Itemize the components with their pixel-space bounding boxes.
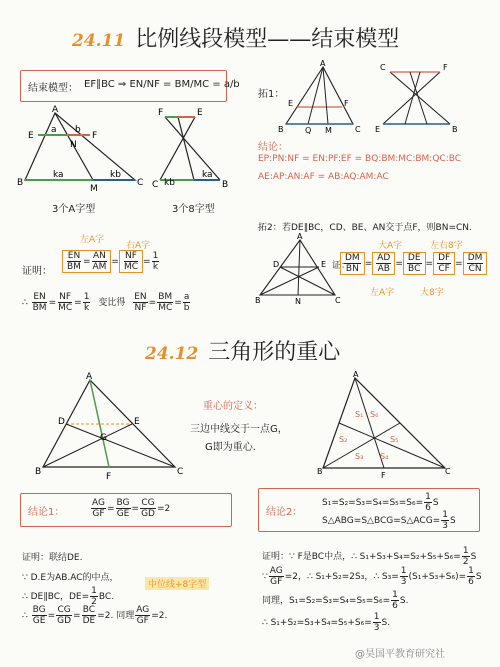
svg-text:F: F [344, 99, 349, 108]
svg-text:B: B [222, 180, 229, 190]
svg-text:E: E [134, 417, 140, 427]
svg-text:G: G [100, 433, 107, 443]
fig1-b: b [75, 125, 81, 135]
ext2-big-a: 大A字 [378, 241, 403, 251]
section2-number: 24.12 [145, 344, 199, 364]
svg-text:E: E [197, 108, 203, 118]
section1-title [72, 22, 399, 53]
svg-text:S₄: S₄ [380, 452, 389, 461]
watermark: @昊国平教育研究社 [355, 649, 445, 660]
svg-text:F: F [106, 472, 112, 482]
centroid-area-figure [315, 372, 455, 482]
svg-text:S₃: S₃ [355, 452, 364, 461]
a-shape-figure [15, 105, 145, 215]
svg-text:F: F [92, 131, 98, 141]
ext2-left-right-8: 左右8字 [430, 241, 463, 251]
svg-text:A: A [353, 370, 359, 379]
svg-text:C: C [355, 125, 361, 134]
svg-text:C: C [380, 63, 386, 72]
svg-text:A: A [86, 372, 93, 382]
svg-text:C: C [335, 296, 341, 305]
conclusion-box-formula: EF∥BC ⇒ EN/NF = BM/MC = a/b [84, 79, 240, 90]
svg-text:S₂: S₂ [339, 435, 348, 444]
svg-text:B: B [17, 178, 24, 188]
proof3-line3: 同理，S₁=S₂=S₃=S₄=S₅=S₆= $\frac{1}{6}$ S. [262, 590, 409, 611]
conclusion2-line2: S△ABG=S△BCG=S△ACG= $\frac{1}{3}$ S [322, 510, 456, 531]
definition-line1: 三边中线交于一点G， [190, 424, 288, 435]
proof3-line1: 证明：∵ F是BC中点，∴ S₁+S₃+S₄=S₂+S₅+S₆= $\frac{1}{2}$ S [262, 546, 477, 567]
proof1-right-a: 右A字 [126, 241, 151, 251]
svg-text:C: C [152, 180, 159, 190]
svg-text:M: M [90, 184, 98, 194]
proof2-line2: ∵ D.E为AB.AC的中点， [22, 573, 119, 583]
svg-text:ka: ka [202, 170, 213, 180]
conclusion-box-label: 结束模型： [28, 83, 78, 94]
svg-text:S₅: S₅ [390, 435, 399, 444]
svg-text:B: B [452, 125, 458, 134]
svg-text:B: B [317, 467, 323, 476]
eight-shape-figure [150, 105, 235, 215]
svg-text:N: N [70, 140, 77, 150]
section1-number: 24.11 [72, 31, 126, 51]
proof2-line4: ∴ $\frac{BG}{GE}$ = $\frac{CG}{GD}$ = $\frac{BC}{DE}$ =2. 同理 $\frac{AG}{GF}$ =2. [22, 605, 168, 626]
ext1-line1: EP:PN:NF = EN:PF:EF = BQ:BM:MC:BM:QC:BC [258, 154, 462, 164]
svg-text:D: D [273, 260, 280, 269]
ext2-equation: $\frac{DM}{BN}$ = $\frac{AD}{AB}$ = $\frac{DE}{BC}$ = $\frac{DF}{CF}$ = $\frac{DM}{CN}$ [340, 252, 487, 275]
svg-text:kb: kb [164, 178, 175, 188]
proof3-line2: ∵ $\frac{AG}{GF}$ =2，∴ S₁+S₂=2S₃，∴ S₃= $\frac{1}{3}$ (S₁+S₃+S₆)= $\frac{1}{6}$ S [262, 566, 482, 587]
section2-title [145, 335, 340, 366]
ext1-eight-figure [375, 62, 465, 137]
svg-text:E: E [28, 131, 34, 141]
proof1-therefore-line: ∴ $\frac{EN}{BM}$ = $\frac{NF}{MC}$ = $\frac{1}{k}$ 变比得 $\frac{EN}{NF}$ = $\frac{BM}{MC}$ = $\frac{a}{b}$ [22, 292, 190, 313]
fig1-caption: 3个A字型 [52, 204, 96, 215]
fig1-a: a [51, 125, 57, 135]
ext2-proof-label: 证： [332, 261, 351, 271]
conclusion1-label: 结论1： [28, 507, 65, 518]
svg-text:F: F [443, 63, 448, 72]
definition-line2: G即为重心. [205, 442, 256, 453]
centroid-figure [25, 372, 195, 482]
svg-text:A: A [297, 232, 303, 241]
proof1-equation: $\frac{EN}{BM}$ = $\frac{AN}{AM}$ = $\frac{NF}{MC}$ = $\frac{1}{k}$ [62, 250, 160, 273]
section2-title-text: 三角形的重心 [208, 340, 341, 365]
ext2-figure [255, 232, 341, 306]
ext2-left-a: 左A字 [370, 288, 395, 298]
ext1-line2: AE:AP:AN:AF = AB:AQ:AM:AC [258, 172, 389, 182]
definition-title: 重心的定义： [203, 401, 263, 412]
section1-title-text: 比例线段模型——结束模型 [135, 27, 400, 52]
conclusion2-label: 结论2： [266, 507, 303, 518]
svg-text:C: C [177, 467, 184, 477]
svg-text:F: F [381, 471, 386, 480]
fig2-caption: 3个8字型 [172, 204, 215, 215]
svg-text:A: A [52, 105, 59, 115]
proof2-line3: ∴ DE∥BC，DE= $\frac{1}{2}$ BC. [22, 586, 115, 607]
svg-text:C: C [445, 467, 451, 476]
fig1-kb: kb [110, 170, 121, 180]
svg-text:E: E [288, 99, 294, 108]
svg-text:N: N [295, 297, 301, 306]
proof2-label: 证明：联结DE. [22, 553, 83, 563]
conclusion2-line1: S₁=S₂=S₃=S₄=S₅=S₆= $\frac{1}{6}$ S [322, 492, 439, 513]
svg-text:C: C [137, 178, 144, 188]
svg-text:B: B [255, 296, 261, 305]
svg-text:S₁: S₁ [355, 410, 364, 419]
svg-text:F: F [158, 108, 164, 118]
ext1-triangle-figure [278, 59, 361, 137]
svg-text:S₆: S₆ [370, 410, 379, 419]
svg-text:M: M [325, 126, 332, 135]
svg-text:A: A [320, 59, 326, 68]
svg-text:E: E [321, 260, 327, 269]
ext1-label: 拓1： [258, 89, 285, 100]
fig1-ka: ka [53, 170, 64, 180]
svg-text:Q: Q [305, 126, 312, 135]
ext1-conclusion-label: 结论： [258, 142, 288, 153]
proof3-line4: ∴ S₁+S₂=S₃+S₄=S₅+S₆= $\frac{1}{3}$ S. [262, 612, 391, 633]
ext2-big-8: 大8字 [420, 288, 444, 298]
proof1-label: 证明： [22, 266, 52, 277]
proof1-derive: 变比得 [98, 298, 126, 308]
conclusion1-formula: $\frac{AG}{GF}$ = $\frac{BG}{GE}$ = $\frac{CG}{GD}$ =2 [92, 498, 171, 519]
svg-text:B: B [35, 467, 42, 477]
svg-text:E: E [375, 125, 381, 134]
svg-text:D: D [58, 417, 65, 427]
proof1-left-a: 左A字 [80, 235, 105, 245]
ext2-label: 拓2： [258, 223, 282, 233]
svg-text:B: B [278, 125, 284, 134]
ext2-statement: 若DE∥BC，CD、BE、AN交于点F，则BN=CN. [282, 223, 472, 233]
proof2-tag: 中位线+8字型 [145, 577, 209, 590]
